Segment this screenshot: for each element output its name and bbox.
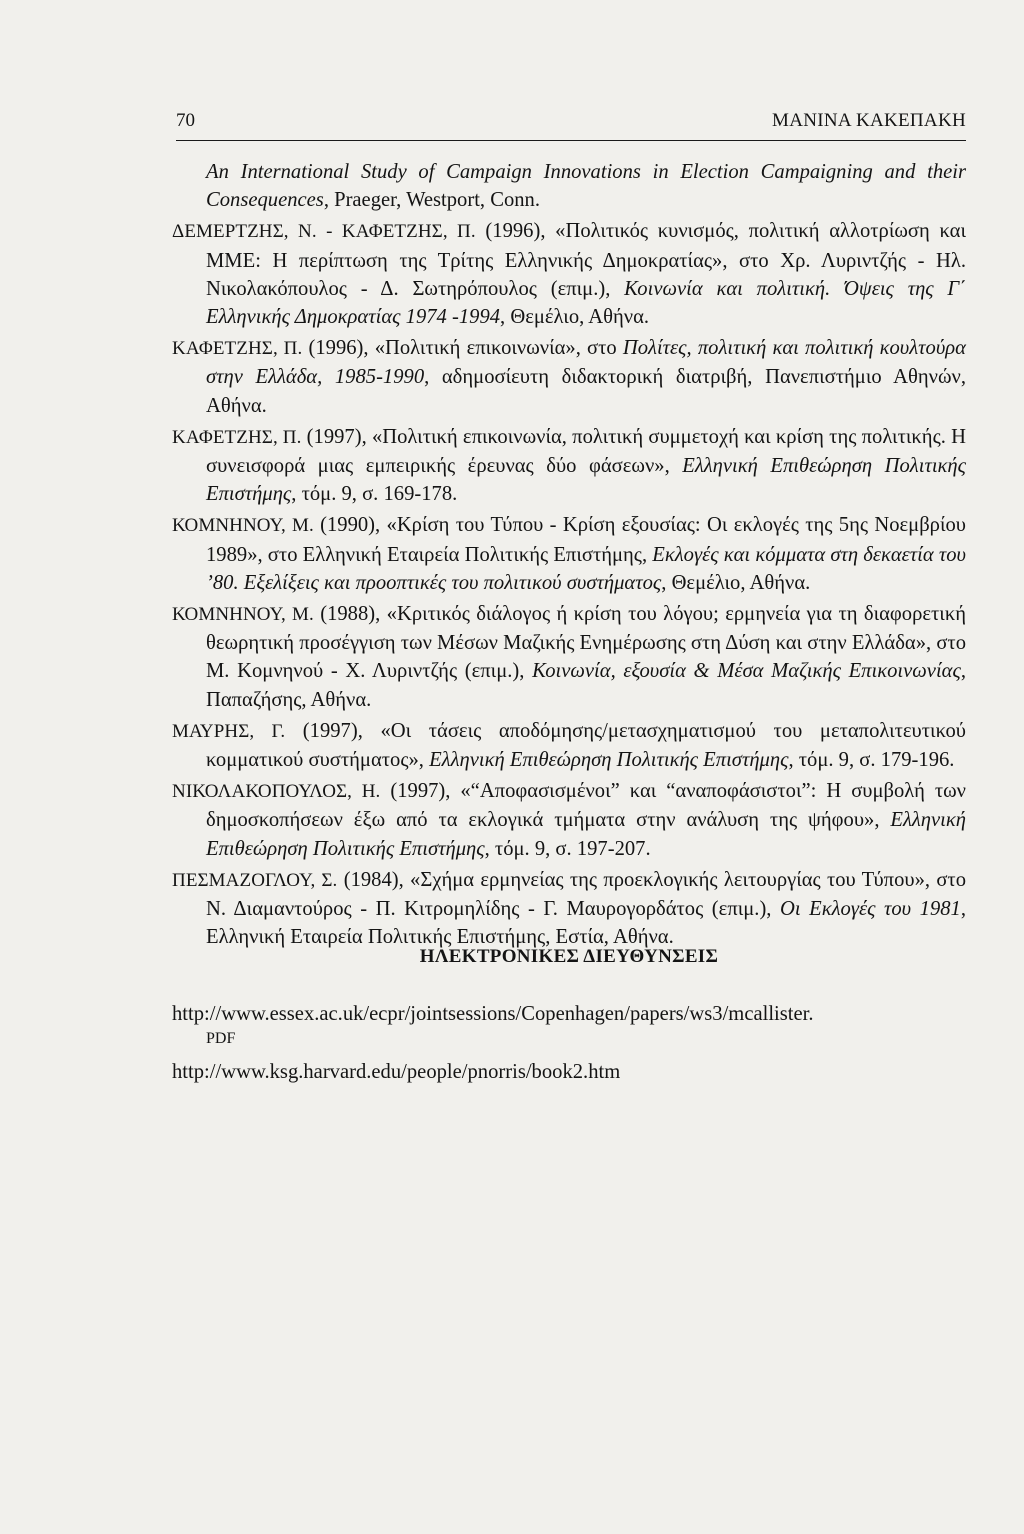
bibliography-entry	[172, 511, 966, 597]
entry-author: ΔΕΜΕΡΤΖΗΣ, Ν. - ΚΑΦΕΤΖΗΣ, Π.	[172, 221, 476, 243]
entry-text: , Praeger, Westport, Conn.	[323, 189, 541, 212]
header-rule	[176, 140, 966, 141]
bibliography-entry	[172, 217, 966, 331]
entry-text: , αδημοσίευτη διδακτορική διατριβή, Πανεπιστήμιο Αθηνών, Αθήνα.	[206, 366, 966, 417]
bibliography-entry	[172, 866, 966, 952]
bibliography-entry	[172, 423, 966, 509]
entry-title-italic: Ελληνική Επιθεώρηση Πολιτικής Επιστήμης	[429, 749, 789, 772]
running-header	[176, 110, 966, 138]
section-title: ΗΛΕΚΤΡΟΝΙΚΕΣ ΔΙΕΥΘΥΝΣΕΙΣ	[419, 946, 719, 967]
entry-text: , τόμ. 9, σ. 169-178.	[291, 483, 458, 506]
web-address-suffix: PDF	[206, 1030, 236, 1047]
entry-text: , Παπαζήσης, Αθήνα.	[206, 660, 966, 711]
entry-text: (1984), «Σχήμα ερμηνείας της προεκλογικής λειτουργίας του Τύπου», στο Ν. Διαμαντούρος - Π. Κιτρομηλίδης - Γ. Μαυρογορδάτος (επιμ.),	[206, 868, 966, 921]
entry-title-italic: Ελληνική Επιθεώρηση Πολιτικής Επιστήμης	[206, 809, 966, 860]
entry-title-italic: Κοινωνία και πολιτική. Όψεις της Γ΄ Ελληνικής Δημοκρατίας 1974 -1994	[206, 277, 966, 329]
entry-title-italic: An International Study of Campaign Innovations in Election Campaigning and their Consequences	[206, 161, 966, 212]
entry-text: (1997), «“Αποφασισμένοι” και “αναποφάσιστοι”: Η συμβολή των δημοσκοπήσεων έξω από τα εκλογικά τμήματα στην ανάλυση της ψήφου»,	[206, 780, 966, 832]
entry-text: (1990), «Κρίση του Τύπου - Κρίση εξουσίας: Οι εκλογές της 5ης Νοεμβρίου 1989», στο Ελληνική Εταιρεία Πολιτικής Επιστήμης,	[206, 514, 966, 566]
page-number: 70	[176, 110, 195, 131]
entry-author: ΝΙΚΟΛΑΚΟΠΟΥΛΟΣ, Η.	[172, 781, 381, 803]
entry-title-italic: Οι Εκλογές του 1981	[780, 898, 961, 921]
bibliography-list	[172, 158, 966, 954]
entry-text: , Ελληνική Εταιρεία Πολιτικής Επιστήμης, Εστία, Αθήνα.	[206, 898, 966, 949]
entry-text: (1996), «Πολιτικός κυνισμός, πολιτική αλλοτρίωση και ΜΜΕ: Η περίπτωση της Τρίτης Ελληνικής Δημοκρατίας», στο Χρ. Λυριντζής - Ηλ. Νικολακόπουλος - Δ. Σωτηρόπουλος (επιμ.),	[206, 220, 966, 300]
entry-author: ΚΑΦΕΤΖΗΣ, Π.	[172, 338, 303, 360]
bibliography-entry	[172, 158, 966, 214]
entry-text: (1996), «Πολιτική επικοινωνία», στο	[302, 337, 623, 360]
bibliography-entry	[172, 334, 966, 420]
web-addresses	[172, 1000, 966, 1086]
entry-author: ΜΑΥΡΗΣ, Γ.	[172, 720, 286, 742]
entry-text: , τόμ. 9, σ. 197-207.	[484, 837, 651, 860]
entry-author: ΚΟΜΝΗΝΟΥ, Μ.	[172, 604, 314, 626]
web-address-link[interactable]: http://www.ksg.harvard.edu/people/pnorris/book2.htm	[172, 1061, 621, 1083]
entry-title-italic: Εκλογές και κόμματα στη δεκαετία του ’80. Εξελίξεις και προοπτικές του πολιτικού συστήματος	[206, 543, 966, 594]
entry-author: ΠΕΣΜΑΖΟΓΛΟΥ, Σ.	[172, 869, 338, 891]
running-author: ΜΑΝΙΝΑ ΚΑΚΕΠΑΚΗ	[772, 110, 966, 131]
entry-title-italic: Ελληνική Επιθεώρηση Πολιτικής Επιστήμης	[206, 455, 966, 506]
entry-author: ΚΑΦΕΤΖΗΣ, Π.	[172, 426, 302, 448]
entry-text: , Θεμέλιο, Αθήνα.	[500, 306, 650, 329]
entry-text: (1988), «Κριτικός διάλογος ή κρίση του λόγου; ερμηνεία για τη διαφορετική θεωρητική προσέγγιση των Μέσων Μαζικής Ενημέρωσης στη Δύση και στην Ελλάδα», στο Μ. Κομνηνού - Χ. Λυριντζής (επιμ.),	[206, 603, 966, 683]
entry-title-italic: Κοινωνία, εξουσία & Μέσα Μαζικής Επικοινωνίας	[532, 660, 961, 683]
entry-author: ΚΟΜΝΗΝΟΥ, Μ.	[172, 515, 314, 537]
bibliography-entry	[172, 600, 966, 714]
bibliography-entry	[172, 777, 966, 863]
entry-text: , τόμ. 9, σ. 179-196.	[788, 749, 955, 772]
web-address-link[interactable]: http://www.essex.ac.uk/ecpr/jointsessions/Copenhagen/papers/ws3/mcallister.	[172, 1003, 814, 1025]
entry-text: , Θεμέλιο, Αθήνα.	[661, 571, 811, 594]
entry-text: (1997), «Οι τάσεις αποδόμησης/μετασχηματισμού του μεταπολιτευτικού κομματικού συστήματος»,	[206, 719, 966, 772]
entry-title-italic: Πολίτες, πολιτική και πολιτική κουλτούρα στην Ελλάδα, 1985-1990	[206, 337, 966, 389]
bibliography-entry	[172, 717, 966, 774]
entry-text: (1997), «Πολιτική επικοινωνία, πολιτική συμμετοχή και κρίση της πολιτικής. Η συνεισφορά μιας εμπειρικής έρευνας δύο φάσεων»,	[206, 425, 966, 478]
